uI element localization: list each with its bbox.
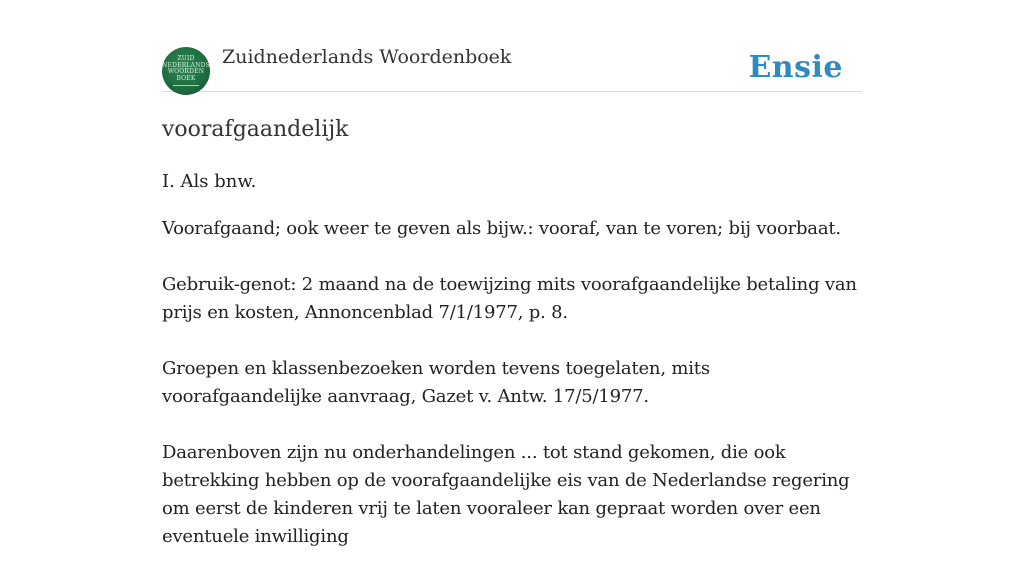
dictionary-logo[interactable] [162, 47, 210, 95]
entry-content [162, 113, 862, 579]
example-paragraph: Gebruik-genot: 2 maand na de toewijzing mits voorafgaandelijke betaling van prijs en kosten, Annoncenblad 7/1/1977, p. 8. [162, 274, 857, 323]
logo-text-line: BOEK [176, 74, 196, 82]
example-paragraph: Daarenboven zijn nu onderhandelingen ... tot stand gekomen, die ook betrekking hebben op de voorafgaandelijke eis van de Nederlandse regering om eerst de kinderen vrij te laten vooraleer kan gepraat worden over een eventuele inwilliging [162, 442, 850, 547]
logo-text-line: ZUID [177, 55, 195, 62]
part-of-speech: I. Als bnw. [162, 171, 257, 192]
ensie-brand-logo[interactable]: Ensie [748, 50, 843, 85]
dictionary-title[interactable]: Zuidnederlands Woordenboek [222, 46, 512, 68]
entry-term: voorafgaandelijk [162, 117, 349, 142]
logo-text-line: WOORDEN [167, 68, 205, 75]
site-header [162, 44, 862, 92]
logo-text-line: NEDERLANDS [162, 61, 210, 69]
definition-paragraph: Voorafgaand; ook weer te geven als bijw.: vooraf, van te voren; bij voorbaat. [162, 218, 841, 239]
example-paragraph: Groepen en klassenbezoeken worden tevens toegelaten, mits voorafgaandelijke aanvraag, Gazet v. Antw. 17/5/1977. [162, 358, 710, 407]
logo-divider [173, 85, 199, 86]
